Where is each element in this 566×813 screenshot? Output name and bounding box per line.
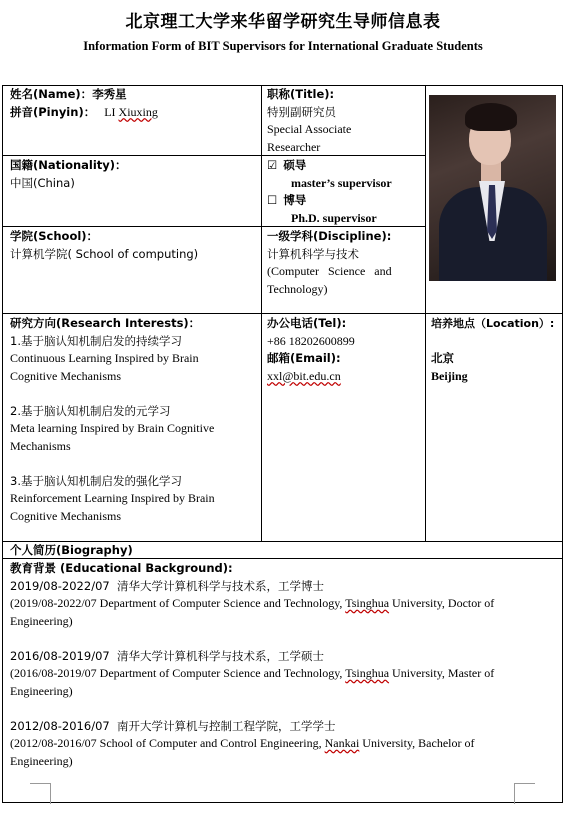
nationality-value: 中国(China) [10, 175, 75, 190]
title-cell [261, 86, 425, 156]
discipline-value-cn: 计算机科学与技术 [267, 246, 359, 261]
interest-2-en: Meta learning Inspired by Brain Cognitive [10, 421, 215, 435]
name-label: 姓名(Name)： [10, 87, 93, 101]
tel-label: 办公电话(Tel): [267, 316, 347, 330]
divider [2, 313, 563, 314]
page-corner-mark [514, 783, 535, 804]
discipline-label: 一级学科(Discipline): [267, 229, 392, 243]
education-entry-3-en-cont: Engineering) [10, 753, 73, 768]
title-value-en-1: Special Associate [267, 122, 352, 136]
interest-1-en-cont: Cognitive Mechanisms [10, 368, 121, 383]
master-checkbox-icon: ☑ [267, 158, 278, 172]
name-cell [4, 86, 260, 121]
education-entry-2-en-cont: Engineering) [10, 683, 73, 698]
education-entry-2-en: (2016/08-2019/07 Department of Computer Science and Technology, Tsinghua University, Master of [10, 666, 495, 680]
discipline-value-en-1: (Computer Science and [267, 264, 392, 278]
phd-label-cn: 博导 [283, 193, 307, 207]
supervisor-type-cell [261, 157, 425, 227]
phd-label-en: Ph.D. supervisor [291, 210, 377, 225]
education-label: 教育背景 (Educational Background): [10, 561, 233, 575]
nationality-cell [4, 157, 260, 192]
interest-1-en: Continuous Learning Inspired by Brain [10, 351, 199, 365]
education-entry-1-cn: 2019/08-2022/07 清华大学计算机科学与技术系，工学博士 [10, 578, 325, 593]
location-value-cn: 北京 [431, 351, 454, 365]
location-label: 培养地点（Location）: [431, 317, 555, 330]
email-value: xxl@bit.edu.cn [267, 368, 341, 383]
discipline-value-en-2: Technology) [267, 281, 328, 296]
title-value-en-2: Researcher [267, 139, 321, 154]
biography-header: 个人简历(Biography) [10, 543, 133, 557]
interest-1-cn: 1.基于脑认知机制启发的持续学习 [10, 333, 182, 348]
discipline-cell [261, 228, 425, 298]
email-label: 邮箱(Email): [267, 351, 341, 365]
interest-2-cn: 2.基于脑认知机制启发的元学习 [10, 403, 171, 418]
phd-checkbox-icon: ☐ [267, 193, 278, 207]
master-label-en: master’s supervisor [291, 175, 392, 190]
biography-body [4, 560, 561, 770]
divider [425, 85, 426, 541]
school-value: 计算机学院( School of computing) [10, 246, 199, 261]
form-title-english: Information Form of BIT Supervisors for International Graduate Students [83, 39, 483, 53]
page-corner-mark [30, 783, 51, 804]
nationality-label: 国籍(Nationality)： [10, 158, 127, 172]
research-cell [4, 315, 260, 525]
pinyin-value-prefix: LI [104, 104, 119, 119]
pinyin-value: Xiuxing [118, 104, 158, 119]
name-value: 李秀星 [92, 87, 127, 101]
interest-3-cn: 3.基于脑认知机制启发的强化学习 [10, 473, 182, 488]
master-label-cn: 硕导 [283, 158, 307, 172]
interest-3-en: Reinforcement Learning Inspired by Brain [10, 491, 215, 505]
education-entry-1-en-cont: Engineering) [10, 613, 73, 628]
location-value-en: Beijing [431, 368, 468, 383]
location-cell [425, 315, 562, 385]
tel-value: +86 18202600899 [267, 333, 355, 348]
contact-cell [261, 315, 425, 385]
pinyin-label: 拼音(Pinyin)： [10, 104, 96, 119]
education-entry-2-cn: 2016/08-2019/07 清华大学计算机科学与技术系，工学硕士 [10, 648, 325, 663]
title-label: 职称(Title): [267, 87, 335, 101]
school-cell [4, 228, 260, 263]
form-title-chinese: 北京理工大学来华留学研究生导师信息表 [125, 12, 441, 32]
supervisor-photo [429, 95, 556, 281]
interest-2-en-cont: Mechanisms [10, 438, 71, 453]
research-label: 研究方向(Research Interests)： [10, 316, 201, 330]
education-entry-3-en: (2012/08-2016/07 School of Computer and Control Engineering, Nankai University, Bachelor of [10, 736, 475, 750]
education-entry-3-cn: 2012/08-2016/07 南开大学计算机与控制工程学院，工学学士 [10, 718, 336, 733]
education-entry-1-en: (2019/08-2022/07 Department of Computer Science and Technology, Tsinghua University, Doctor of [10, 596, 495, 610]
title-value-cn: 特别副研究员 [267, 104, 336, 119]
school-label: 学院(School)： [10, 229, 99, 243]
interest-3-en-cont: Cognitive Mechanisms [10, 508, 121, 523]
